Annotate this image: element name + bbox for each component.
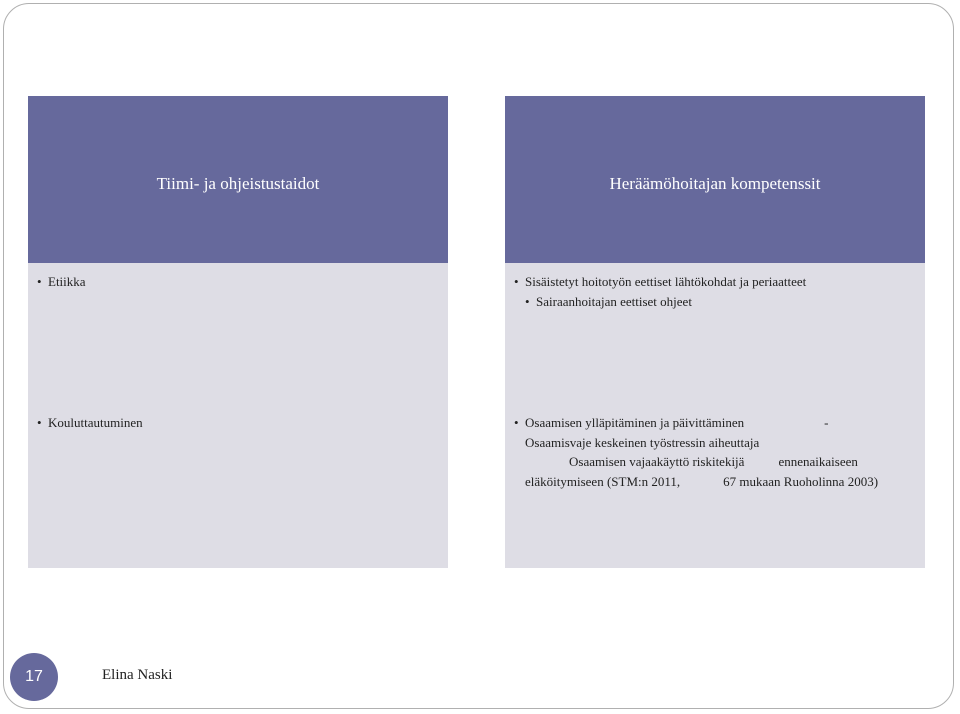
right-card-title: Heräämöhoitajan kompetenssit	[609, 173, 821, 193]
bullet-icon: •	[37, 415, 42, 430]
dash-separator: -	[824, 415, 829, 430]
right-training-line3	[514, 452, 917, 472]
list-item	[37, 413, 440, 433]
right-training-block	[514, 413, 917, 491]
author-name: Elina Naski	[102, 667, 173, 683]
right-training-line3b: ennenaikaiseen	[778, 454, 858, 469]
bullet-icon: •	[37, 274, 42, 289]
list-item	[514, 413, 917, 433]
right-training-line4	[514, 472, 917, 492]
bullet-icon: •	[514, 274, 519, 289]
right-training-line2: Osaamisvaje keskeinen työstressin aiheuttaja	[525, 434, 760, 450]
right-training-line4b: 67 mukaan Ruoholinna 2003)	[723, 473, 879, 489]
page-number-badge	[10, 653, 58, 701]
bullet-icon: •	[525, 293, 530, 309]
right-training-line4a: eläköitymiseen (STM:n 2011,	[525, 473, 681, 489]
left-ethics-block	[37, 272, 440, 292]
left-item-ethics: Etiikka	[48, 274, 86, 289]
list-item	[37, 272, 440, 292]
bullet-icon: •	[514, 415, 519, 430]
page-number: 17	[25, 668, 43, 685]
list-item	[514, 292, 917, 312]
left-training-block	[37, 413, 440, 433]
right-card-header	[505, 96, 925, 263]
right-ethics-block	[514, 272, 917, 311]
right-training-line3a: Osaamisen vajaakäyttö riskitekijä	[569, 454, 745, 469]
list-item	[514, 272, 917, 292]
left-card-header	[28, 96, 448, 263]
right-training-line1: Osaamisen ylläpitäminen ja päivittäminen	[525, 415, 745, 430]
left-item-training: Kouluttautuminen	[48, 415, 143, 430]
left-card-title: Tiimi- ja ohjeistustaidot	[156, 173, 320, 193]
right-card	[505, 96, 925, 568]
right-ethics-main: Sisäistetyt hoitotyön eettiset lähtökohdat ja periaatteet	[525, 274, 807, 289]
right-ethics-sub: Sairaanhoitajan eettiset ohjeet	[536, 293, 692, 309]
left-card	[28, 96, 448, 568]
